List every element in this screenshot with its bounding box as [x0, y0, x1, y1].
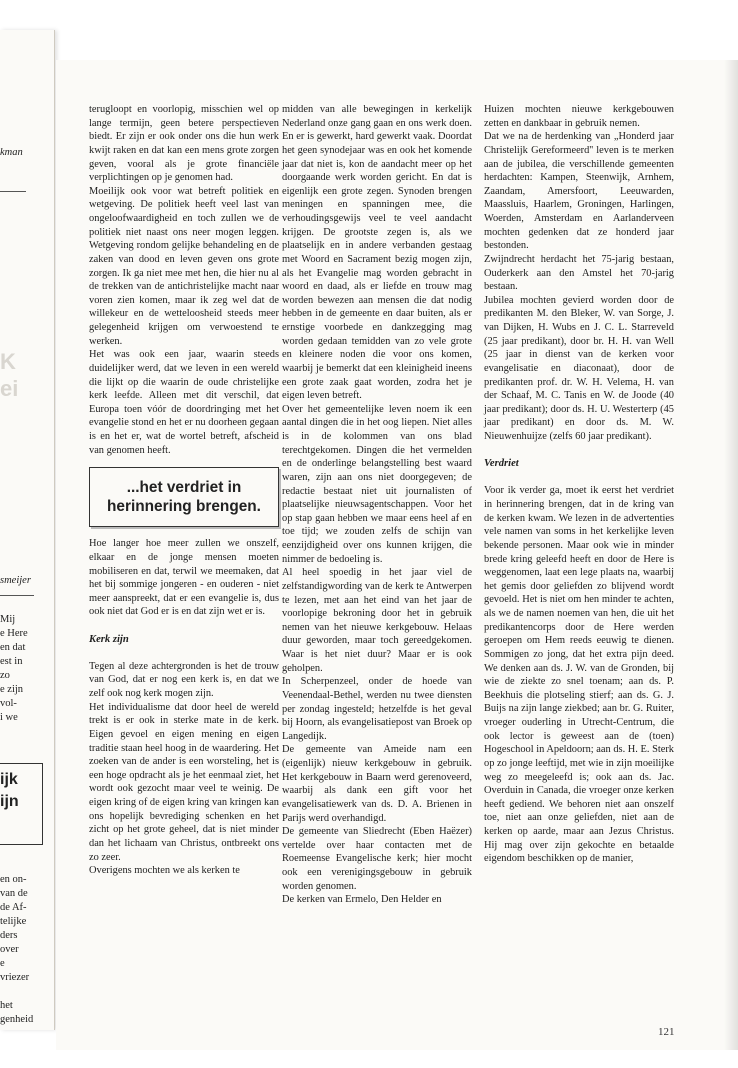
paragraph: Tegen al deze achtergronden is het de trouw van God, dat er nog een kerk is, en dat we zelf ook nog kerk mogen zijn. [89, 660, 279, 700]
page-number: 121 [658, 1026, 675, 1038]
fragment-box-line: ijk [0, 771, 18, 788]
fragment-author-b: smeijer [0, 575, 31, 586]
fragment-line: ders [0, 930, 18, 941]
column-2 [282, 103, 472, 907]
fragment-author-a: kman [0, 147, 23, 158]
paragraph: Het individualisme dat door heel de wereld trekt is er ook in sterke mate in de kerk. Eigen gevoel en eigen mening en eigen traditie staan heel hoog in de waardering. Het zoeken van de ander is een worsteling, het is een hoge opdracht als je het eenmaal ziet, het wordt ook gezocht maar veel te weinig. De eigen kring of de eigen kring van kringen kan ons hopelijk bevrediging schenken en het zicht op het grote geheel, dat is niet minder dan het lichaam van Christus, ontbreekt ons zo zeer. [89, 701, 279, 863]
fragment-line: en on- [0, 874, 27, 885]
fragment-rule [0, 595, 34, 596]
previous-page-edge [0, 30, 55, 1030]
fragment-line: telijke [0, 916, 27, 927]
fragment-line: e zijn [0, 684, 24, 695]
paragraph: Over het gemeentelijke leven noem ik een aantal dingen die in het oog liepen. Niet alles is in de kolommen van ons blad terechtgekomen. Dingen die het vermelden en de onderlinge belangstelling best waard waren, zijn aan ons niet doorgegeven; de redactie bestaat niet uit journalisten of plaatselijke nieuwsagentschappen. Voor het op stap gaan hebben we maar eens heel af en toe tijd; we zouden zelfs de schijn van eenzijdigheid over ons kunnen krijgen, die nimmer de bedoeling is. [282, 403, 472, 565]
paragraph: Dat we na de herdenking van „Honderd jaar Christelijk Gereformeerd'' leven is te merken aan de jubilea, die verschillende gemeenten herdachten: Kampen, Steenwijk, Arnhem, Zaandam, Amersfoort, Leeuwarden, Maassluis, Haarlem, Groningen, Harlingen, Woerden, Amsterdam en Aarlanderveen mochten gedenken dat ze honderd jaar bestonden. [484, 131, 674, 252]
section-heading: Verdriet [484, 458, 519, 470]
column-3 [484, 103, 674, 866]
fragment-line: het [0, 1000, 13, 1011]
fragment-line: vol- [0, 698, 17, 709]
fragment-line: e [0, 958, 5, 969]
paragraph: De gemeente van Ameide nam een (eigenlijk) nieuw kerkgebouw in gebruik. Het kerkgebouw in Baarn werd gerenoveerd, waarbij als dank een gift voor het evangelisatiewerk van ds. D. A. Brienen in Parijs werd overhandigd. [282, 744, 472, 824]
fragment-box-line: ijn [0, 793, 19, 810]
fragment-line: en dat [0, 642, 26, 653]
fragment-faint-small: ei [0, 376, 19, 401]
fragment-line: de Af- [0, 902, 27, 913]
paragraph: Al heel spoedig in het jaar viel de zelfstandigwording van de kerk te Antwerpen te lezen, met aan het eind van het jaar de voorlopige bekroning door het in gebruik nemen van het nieuwe kerkgebouw. Helaas duur geworden, maar toch gereedgekomen. Waar is het niet duur? Maar er is ook geholpen. [282, 567, 472, 674]
fragment-line: e Here [0, 628, 28, 639]
fragment-line: over [0, 944, 19, 955]
paragraph: Huizen mochten nieuwe kerkgebouwen zetten en dankbaar in gebruik nemen. [484, 104, 674, 129]
paragraph: In Scherpenzeel, onder de hoede van Veenendaal-Bethel, werden nu twee diensten per zondag ingesteld; hetzelfde is het geval bij Hoorn, als evangelisatiepost van Broek op Langedijk. [282, 676, 472, 742]
paragraph: Overigens mochten we als kerken te [89, 865, 240, 877]
fragment-line: zo [0, 670, 10, 681]
fragment-line: genheid [0, 1014, 34, 1025]
paragraph: Zwijndrecht herdacht het 75-jarig bestaan, Ouderkerk aan den Amstel het 70-jarig bestaan. [484, 253, 674, 293]
column-1 [89, 103, 279, 878]
paragraph: midden van alle bewegingen in kerkelijk Nederland onze gang gaan en ons werk doen. En er is gewerkt, hard gewerkt vaak. Doordat het geen synodejaar was en ook het komende jaar dat niet is, kon de aandacht meer op het doorgaande werk worden gericht. En dat is eigenlijk een grote zegen. Synoden brengen meningen en spanningen mee, die verhoudingsgewijs veel te veel aandacht krijgen. De grootste zegen is, als we plaatselijk en in andere verbanden gestaag met Woord en Sacrament bezig mogen zijn, als het Evangelie mag worden gebracht in woord en daad, als er liefde en trouw mag worden bewezen aan mensen die dat nodig hebben in de gemeente en daar buiten, als er ernstige voorbede en dankzegging mag worden gedaan temidden van zo vele grote en kleinere noden die voor ons komen, waarbij je bemerkt dat een kleinigheid ineens een grote zaak gaat worden, zodra het je eigen leven betreft. [282, 104, 472, 402]
pull-quote-line: ...het verdriet in [126, 479, 242, 497]
paragraph: terugloopt en voorlopig, misschien wel op lange termijn, geen betere perspectieven biedt. Er zijn er ook onder ons die hun werk kwijt raken en dat kan een mens grote zorgen geven, vooral als je grote financiële verplichtingen op je genomen had. [89, 104, 279, 184]
paragraph: Het was ook een jaar, waarin steeds duidelijker werd, dat we leven in een wereld die lijkt op die waarin de oude christelijke kerk leefde. Alleen met dit verschil, dat Europa toen vóór de doordringing met het evangelie stond en het er nu doorheen gegaan is en het er, wat de wortel betreft, afscheid van genomen heeft. [89, 349, 279, 456]
fragment-rule [0, 191, 26, 192]
paragraph: De kerken van Ermelo, Den Helder en [282, 894, 442, 906]
paragraph: Hoe langer hoe meer zullen we onszelf, elkaar en de jonge mensen moeten mobiliseren en dat, terwil we meemaken, dat het bij sommige jongeren - en ouderen - niet meer aanspreekt, dat er een evangelie is, dus ook niet dat God er is en dat zijn wet er is. [89, 538, 279, 618]
paragraph: Jubilea mochten gevierd worden door de predikanten M. den Bleker, W. van Sorge, J. van Dijken, H. Wubs en J. C. L. Starreveld (25 jaar predikant), door br. H. H. van Well (25 jaar in dienst van de kerken voor evangelisatie en diaconaat), door de predikanten prof. dr. W. H. Velema, H. van der Schaaf, M. C. Tanis en W. de Joode (40 jaar predikant); door ds. H. U. Westerterp (45 jaar predikant) en door ds. M. W. Nieuwenhuijze (zelfs 60 jaar predikant). [484, 294, 674, 442]
paragraph: Moeilijk ook voor wat betreft politiek en wetgeving. De politiek heeft veel last van ongeloofwaardigheid en toch zullen we de politiek niet naast ons neer mogen leggen. Wetgeving rondom gelijke behandeling en de zaken van dood en leven geven ons grote zorgen. Ik ga niet mee met hen, die hier nu al de trekken van de antichristelijke macht naar voren zien komen, maar ik zeg wel dat de willekeur en de wetteloosheid steeds meer gelegenheid krijgen om verwoestend te werken. [89, 185, 279, 347]
page-shadow [724, 60, 738, 1050]
section-heading: Kerk zijn [89, 633, 129, 645]
fragment-line: est in [0, 656, 23, 667]
fragment-line: vriezer [0, 972, 30, 983]
paragraph: De gemeente van Sliedrecht (Eben Haëzer) vertelde over haar contacten met de Roemeense Evangelische kerk; hier mocht ook een verenigingsgebouw in gebruik worden genomen. [282, 826, 472, 892]
fragment-faint-large: K [0, 349, 16, 374]
fragment-line: Mij [0, 614, 16, 625]
pull-quote-line: herinnering brengen. [107, 498, 261, 516]
fragment-line: i we [0, 712, 18, 723]
paragraph: Voor ik verder ga, moet ik eerst het verdriet in herinnering brengen, dat in de kring van de kerken kwam. We lezen in de advertenties vele namen van soms in het kerkelijke leven bekende personen. Maar ook wie in minder brede kring geleefd heeft en door de Here is weggenomen, laat een lege plaats na, waarbij het gemis door geliefden zo blijvend wordt gevoeld. Het is niet om hen minder te achten, als we de namen noemen van hen, die uit het predikantencorps door de Here werden geroepen om Hem reeds eeuwig te dienen. Sommigen zo jong, dat het extra pijn deed. We denken aan ds. J. W. van de Gronden, bij wie de ziekte zo snel toenam; aan ds. P. Beekhuis die plotseling stierf; aan ds. G. J. Buijs na zijn lange ziekbed; aan br. G. Ruiter, vroeger ouderling in Utrecht-Centrum, die ook lector is geweest aan de (toen) Hogeschool in Apeldoorn; aan ds. H. E. Sterk op zo jonge leeftijd, met wie in zijn moeilijke weg zo meegeleefd is; ook aan ds. Jac. Overduin in Canada, die vroeger onze kerken heeft gediend. We behoren niet aan onszelf toe, niet aan onze geliefden, niet aan de kerken op aarde, maar aan Jezus Christus. Hij mag over zijn gekochte en betaalde eigendom beschikken op de manier, [484, 485, 674, 865]
pull-quote-box [89, 467, 279, 527]
fragment-line: van de [0, 888, 28, 899]
